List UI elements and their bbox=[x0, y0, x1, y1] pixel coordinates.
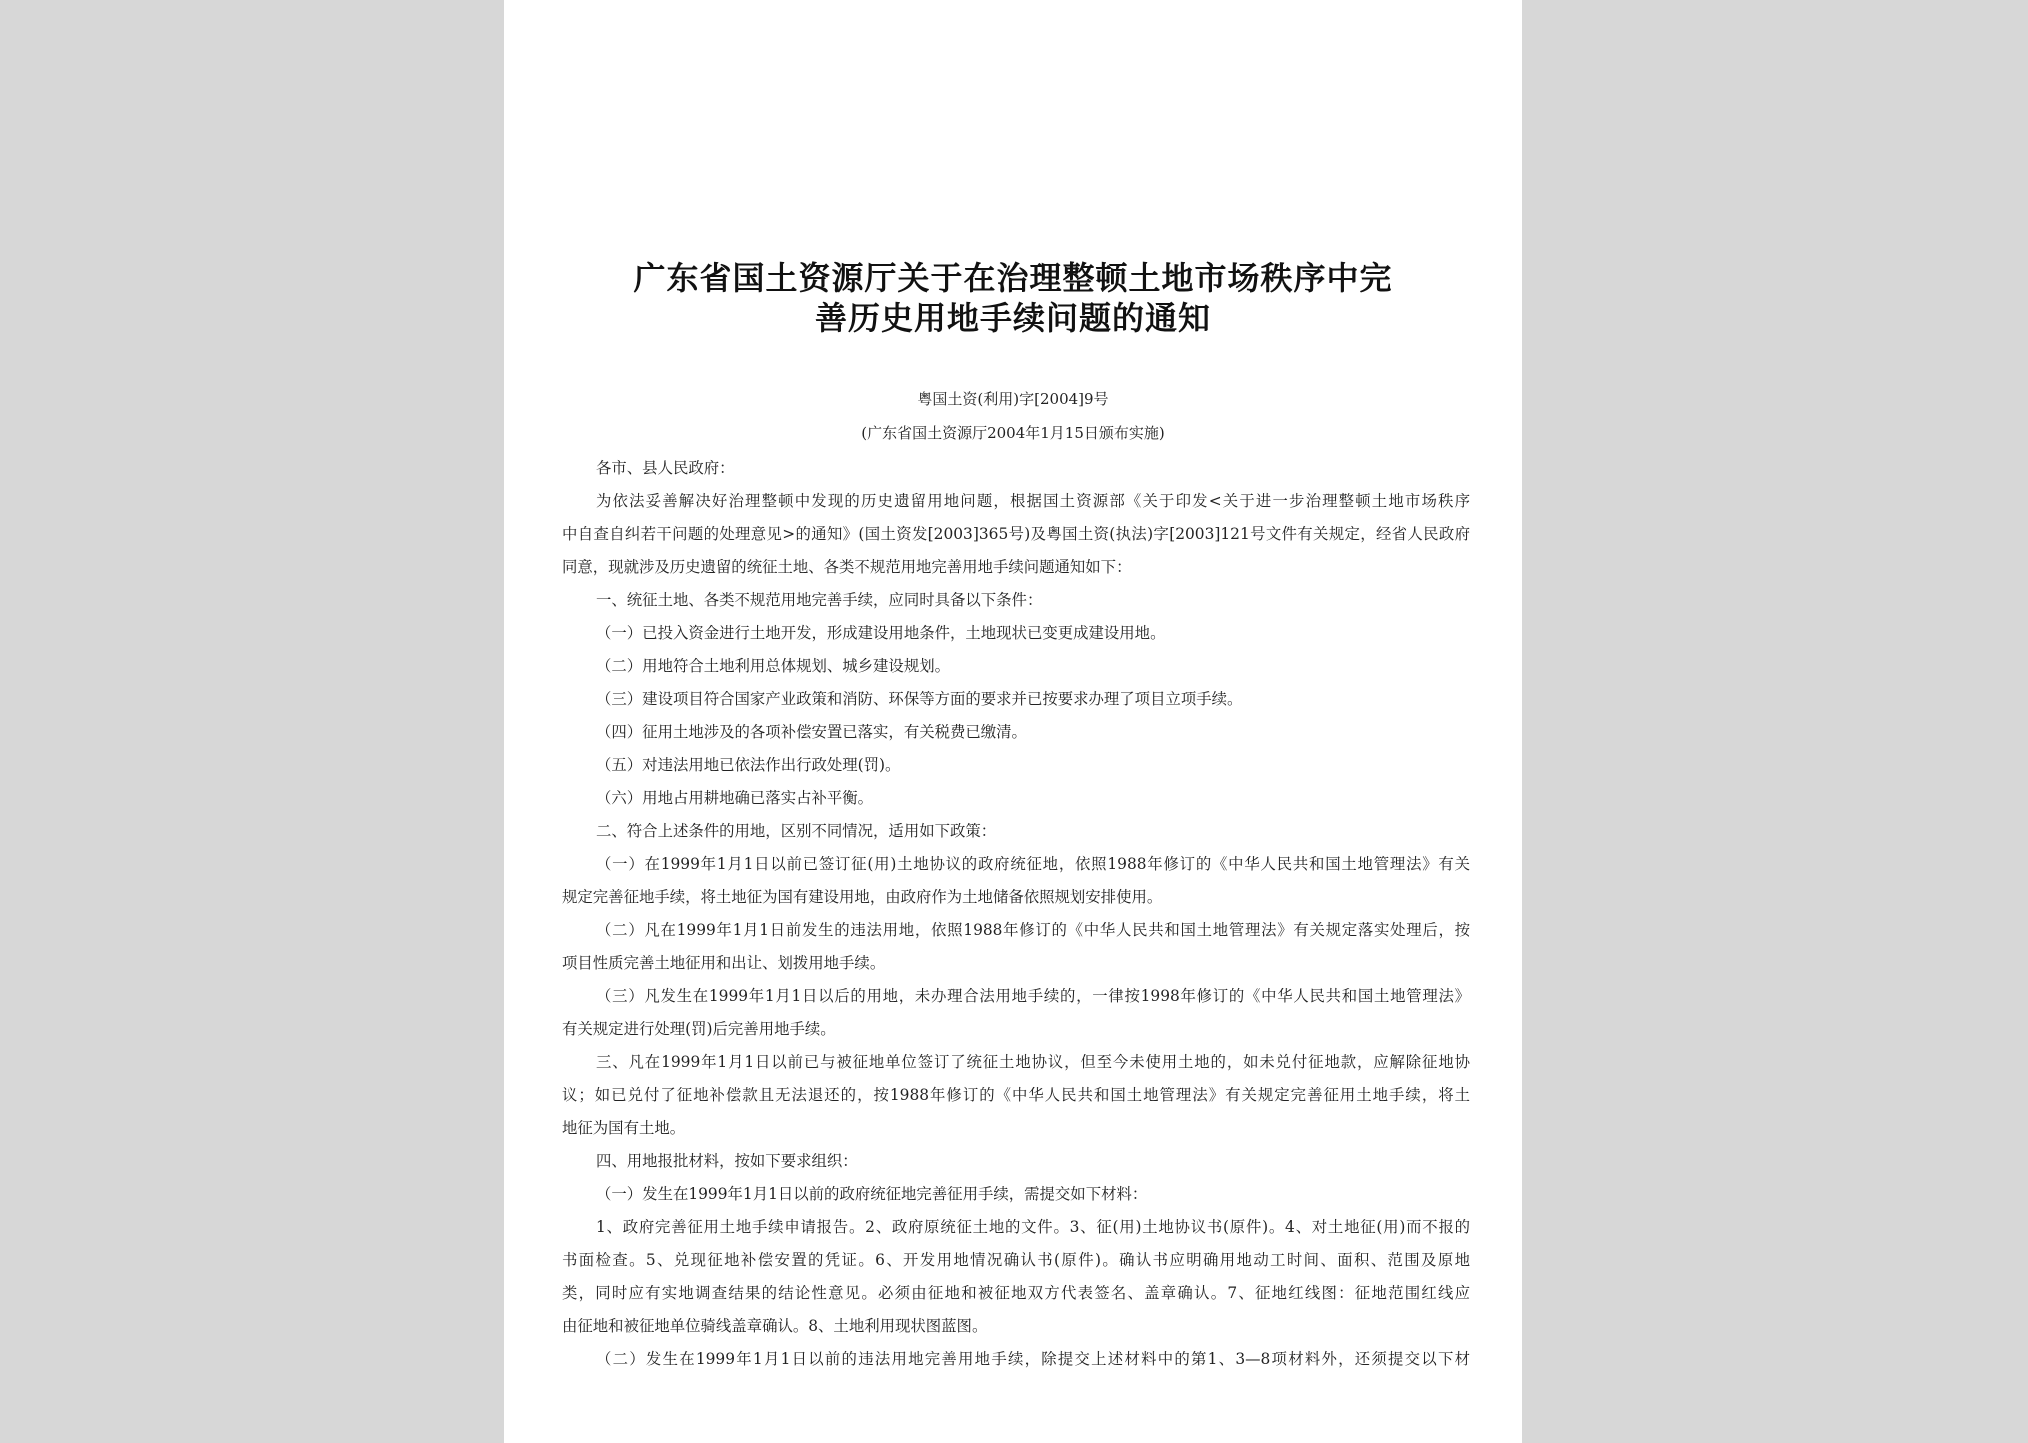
title-line-2: 善历史用地手续问题的通知 bbox=[814, 299, 1211, 337]
body-line: 由征地和被征地单位骑线盖章确认。8、土地利用现状图蓝图。 bbox=[562, 1317, 988, 1335]
document-page bbox=[504, 0, 1522, 1443]
body-line: 有关规定进行处理(罚)后完善用地手续。 bbox=[562, 1020, 836, 1038]
body-line: （三）凡发生在1999年1月1日以后的用地，未办理合法用地手续的，一律按1998年修订的《中华人民共和国土地管理法》 bbox=[596, 987, 1470, 1005]
body-line: 为依法妥善解决好治理整顿中发现的历史遗留用地问题，根据国土资源部《关于印发<关于进一步治理整顿土地市场秩序 bbox=[596, 492, 1470, 510]
body-line: 议；如已兑付了征地补偿款且无法退还的，按1988年修订的《中华人民共和国土地管理法》有关规定完善征用土地手续，将土 bbox=[562, 1086, 1470, 1104]
body-line: （四）征用土地涉及的各项补偿安置已落实，有关税费已缴清。 bbox=[596, 723, 1027, 741]
body-line: 1、政府完善征用土地手续申请报告。2、政府原统征土地的文件。3、征(用)土地协议书(原件)。4、对土地征(用)而不报的 bbox=[596, 1218, 1470, 1236]
document-number: 粤国土资(利用)字[2004]9号 bbox=[917, 390, 1109, 408]
body-line: （三）建设项目符合国家产业政策和消防、环保等方面的要求并已按要求办理了项目立项手续。 bbox=[596, 690, 1243, 708]
body-line: 类，同时应有实地调查结果的结论性意见。必须由征地和被征地双方代表签名、盖章确认。7、征地红线图：征地范围红线应 bbox=[562, 1284, 1470, 1302]
body-line: 各市、县人民政府： bbox=[596, 459, 735, 477]
body-line: （六）用地占用耕地确已落实占补平衡。 bbox=[596, 789, 874, 807]
body-line: （一）在1999年1月1日以前已签订征(用)土地协议的政府统征地，依照1988年修订的《中华人民共和国土地管理法》有关 bbox=[596, 855, 1470, 873]
body-line: 规定完善征地手续，将土地征为国有建设用地，由政府作为土地储备依照规划安排使用。 bbox=[562, 888, 1163, 906]
document-title bbox=[504, 258, 1522, 338]
body-line: 中自查自纠若干问题的处理意见>的通知》(国土资发[2003]365号)及粤国土资(执法)字[2003]121号文件有关规定，经省人民政府 bbox=[562, 525, 1470, 543]
body-line: 地征为国有土地。 bbox=[562, 1119, 686, 1137]
body-line: （一）发生在1999年1月1日以前的政府统征地完善征用手续，需提交如下材料： bbox=[596, 1185, 1148, 1203]
body-line: 书面检查。5、兑现征地补偿安置的凭证。6、开发用地情况确认书(原件)。确认书应明确用地动工时间、面积、范围及原地 bbox=[562, 1251, 1470, 1269]
issue-note: (广东省国土资源厅2004年1月15日颁布实施) bbox=[861, 424, 1165, 442]
body-line: （二）凡在1999年1月1日前发生的违法用地，依照1988年修订的《中华人民共和国土地管理法》有关规定落实处理后，按 bbox=[596, 921, 1470, 939]
body-line: （二）发生在1999年1月1日以前的违法用地完善用地手续，除提交上述材料中的第1、3—8项材料外，还须提交以下材 bbox=[596, 1350, 1470, 1368]
body-line: 三、凡在1999年1月1日以前已与被征地单位签订了统征土地协议，但至今未使用土地的，如未兑付征地款，应解除征地协 bbox=[596, 1053, 1470, 1071]
body-line: 项目性质完善土地征用和出让、划拨用地手续。 bbox=[562, 954, 886, 972]
title-line-1: 广东省国土资源厅关于在治理整顿土地市场秩序中完 bbox=[633, 259, 1393, 297]
document-body bbox=[562, 452, 1470, 1376]
body-line: 四、用地报批材料，按如下要求组织： bbox=[596, 1152, 858, 1170]
body-line: 二、符合上述条件的用地，区别不同情况，适用如下政策： bbox=[596, 822, 997, 840]
body-line: （一）已投入资金进行土地开发，形成建设用地条件，土地现状已变更成建设用地。 bbox=[596, 624, 1166, 642]
body-line: （二）用地符合土地利用总体规划、城乡建设规划。 bbox=[596, 657, 950, 675]
body-line: 同意，现就涉及历史遗留的统征土地、各类不规范用地完善用地手续问题通知如下： bbox=[562, 558, 1132, 576]
body-line: （五）对违法用地已依法作出行政处理(罚)。 bbox=[596, 756, 901, 774]
body-line: 一、统征土地、各类不规范用地完善手续，应同时具备以下条件： bbox=[596, 591, 1043, 609]
